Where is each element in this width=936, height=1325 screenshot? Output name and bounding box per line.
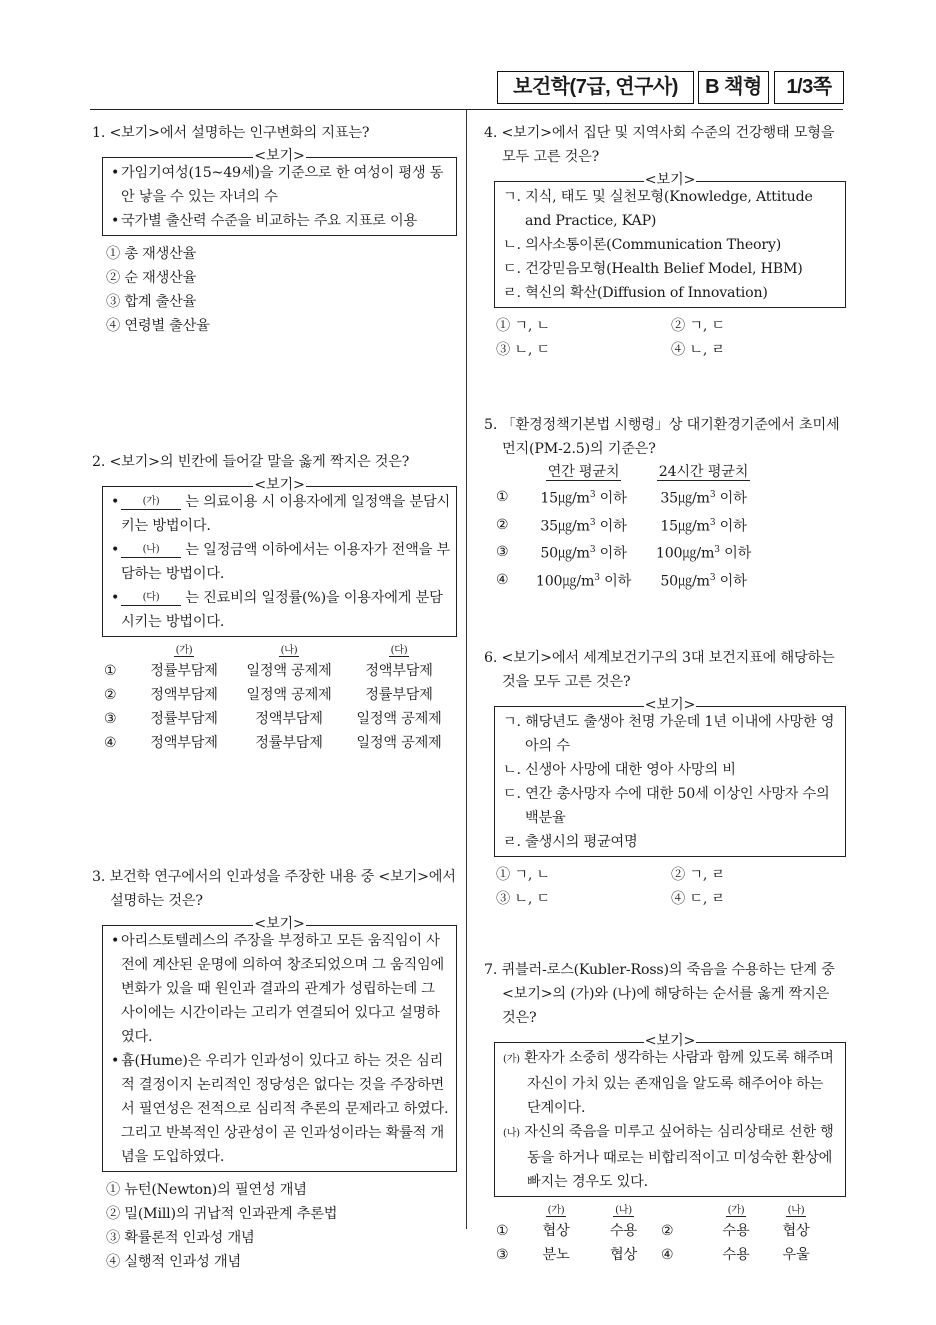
bogi-item xyxy=(503,830,839,854)
bogi-text: 출생시의 평균여명 xyxy=(525,834,638,850)
bogi-item xyxy=(111,1049,450,1169)
option-marker: ④ xyxy=(671,891,685,907)
option-2[interactable] xyxy=(671,863,846,887)
unit: ㎍/m xyxy=(562,573,595,590)
bogi-item-label: (가) xyxy=(503,1054,520,1065)
question-3 xyxy=(92,865,457,1274)
value: 35 xyxy=(540,518,558,535)
table-cell xyxy=(641,511,766,539)
table-header xyxy=(344,643,454,659)
table-cell: 수용 xyxy=(722,1247,750,1263)
question-stem xyxy=(484,958,846,1030)
option-1[interactable]: ① xyxy=(104,663,117,679)
bogi-item-label: ㄴ. xyxy=(503,762,521,778)
bogi-box xyxy=(494,697,846,857)
option-3[interactable]: ③ xyxy=(104,711,117,727)
option-3[interactable] xyxy=(496,338,671,362)
bullet-icon: • xyxy=(111,165,120,181)
table-cell: 정액부담제 xyxy=(150,687,218,703)
unit-sup: 3 xyxy=(589,517,596,528)
blank-field: (나) xyxy=(121,543,181,558)
table-header-label: (나) xyxy=(280,645,298,656)
bogi-text: 아리스토텔레스의 주장을 부정하고 모든 움직임이 사전에 계산된 운명에 의하여 창조되었으며 그 움직임에 변화가 있을 때 원인과 결과의 관계가 성립하는데 그 사이에는 시간이라는 고리가 연결되어 있다고 설명하였다. xyxy=(121,933,444,1045)
bogi-text: 신생아 사망에 대한 영아 사망의 비 xyxy=(525,762,736,778)
suffix: 이하 xyxy=(599,546,627,563)
bogi-item xyxy=(503,281,839,305)
option-text: 순 재생산율 xyxy=(124,270,197,286)
question-text: <보기>의 빈칸에 들어갈 말을 옳게 짝지은 것은? xyxy=(109,454,410,470)
bogi-item-label: ㄱ. xyxy=(503,714,521,730)
table-header xyxy=(526,1203,586,1219)
question-stem xyxy=(484,646,846,694)
bogi-text: 혁신의 확산(Diffusion of Innovation) xyxy=(525,285,768,301)
table-cell: 협상 xyxy=(782,1223,810,1239)
table-header xyxy=(586,1203,661,1219)
value: 50 xyxy=(660,573,678,590)
unit-sup: 3 xyxy=(589,545,596,556)
option-text: ㄱ, ㄴ xyxy=(514,867,550,883)
table-cell: 우울 xyxy=(782,1247,810,1263)
bogi-text: 지식, 태도 및 실천모형(Knowledge, Attitude and Practice, KAP) xyxy=(525,189,813,229)
option-marker: ② xyxy=(671,318,685,334)
value: 15 xyxy=(660,518,678,535)
bogi-text: 건강믿음모형(Health Belief Model, HBM) xyxy=(525,261,803,277)
option-2[interactable]: ② xyxy=(496,516,509,533)
unit: ㎍/m xyxy=(557,490,590,507)
bogi-box xyxy=(102,916,457,1172)
subject-title: 보건학(7급, 연구사) xyxy=(497,71,694,104)
table-cell: 일정액 공제제 xyxy=(246,687,332,703)
question-number: 7. xyxy=(484,962,498,978)
option-4[interactable] xyxy=(92,314,457,338)
option-marker: ③ xyxy=(496,891,510,907)
unit: ㎍/m xyxy=(557,518,590,535)
table-cell: 수용 xyxy=(609,1223,637,1239)
bogi-item xyxy=(503,185,839,233)
table-cell: 수용 xyxy=(722,1223,750,1239)
option-marker: ④ xyxy=(106,318,120,334)
question-number: 6. xyxy=(484,650,498,666)
bogi-item xyxy=(111,490,450,538)
option-1[interactable] xyxy=(496,863,671,887)
table-header-label: (가) xyxy=(547,1205,565,1216)
bullet-icon: • xyxy=(111,542,120,558)
table-cell: 일정액 공제제 xyxy=(356,711,442,727)
answer-table xyxy=(484,461,846,594)
option-text: 연령별 출산율 xyxy=(124,318,210,334)
bogi-text: 연간 총사망자 수에 대한 50세 이상인 사망자 수의 백분율 xyxy=(525,786,830,826)
table-header-label: (나) xyxy=(615,1205,632,1216)
unit: ㎍/m xyxy=(677,490,710,507)
suffix: 이하 xyxy=(719,518,747,535)
table-header xyxy=(234,643,344,659)
option-text: ㄱ, ㄴ xyxy=(514,318,550,334)
option-text: 실행적 인과성 개념 xyxy=(124,1254,241,1270)
bullet-icon: • xyxy=(111,1053,120,1069)
bogi-text: 의사소통이론(Communication Theory) xyxy=(525,237,782,253)
table-header-label: (가) xyxy=(727,1205,745,1216)
bogi-text: 자신의 죽음을 미루고 싶어하는 심리상태로 선한 행동을 하거나 때로는 비합리적이고 미성숙한 환상에 빠지는 경우도 있다. xyxy=(524,1124,834,1190)
suffix: 이하 xyxy=(719,490,747,507)
bogi-title xyxy=(495,1031,845,1051)
option-3[interactable]: ③ xyxy=(496,544,509,561)
option-4[interactable]: ④ xyxy=(661,1247,674,1263)
table-cell: 정액부담제 xyxy=(365,663,433,679)
suffix: 이하 xyxy=(599,490,627,507)
table-cell xyxy=(526,483,641,511)
table-cell xyxy=(526,566,641,594)
suffix: 이하 xyxy=(719,573,747,590)
question-stem xyxy=(484,121,846,169)
table-cell: 정률부담제 xyxy=(150,663,218,679)
table-header-label: (나) xyxy=(787,1205,805,1216)
option-1[interactable]: ① xyxy=(496,1223,509,1239)
bogi-title xyxy=(103,146,456,166)
bogi-item xyxy=(111,209,450,233)
option-text: 합계 출산율 xyxy=(124,294,197,310)
option-2[interactable] xyxy=(671,314,846,338)
bogi-item xyxy=(503,1046,839,1120)
table-cell: 분노 xyxy=(542,1247,570,1263)
option-4[interactable] xyxy=(671,887,846,911)
table-cell xyxy=(526,511,641,539)
option-text: ㄴ, ㄹ xyxy=(689,342,725,358)
table-header-label: 연간 평균치 xyxy=(547,464,620,480)
option-marker: ④ xyxy=(106,1254,120,1270)
table-cell xyxy=(641,538,766,566)
option-marker: ① xyxy=(106,246,120,262)
bogi-text: 환자가 소중히 생각하는 사람과 함께 있도록 해주며 자신이 가치 있는 존재임을 알도록 해주어야 하는 단계이다. xyxy=(524,1050,834,1116)
table-header-label: 24시간 평균치 xyxy=(658,464,749,480)
option-marker: ③ xyxy=(106,1230,120,1246)
table-cell: 협상 xyxy=(542,1223,570,1239)
bogi-item xyxy=(111,161,450,209)
options-grid xyxy=(484,314,846,362)
bogi-title xyxy=(495,695,845,715)
option-text: 확률론적 인과성 개념 xyxy=(124,1230,255,1246)
bogi-item-label: ㄴ. xyxy=(503,237,521,253)
bogi-text: 는 진료비의 일정률(%)을 이용자에게 분담시키는 방법이다. xyxy=(121,590,443,630)
bogi-title xyxy=(103,475,456,495)
option-marker: ④ xyxy=(671,342,685,358)
value: 100 xyxy=(535,573,563,590)
bogi-item xyxy=(503,233,839,257)
option-3[interactable] xyxy=(92,1226,457,1250)
suffix: 이하 xyxy=(724,546,752,563)
option-text: ㄴ, ㄷ xyxy=(514,342,550,358)
bogi-item-label: ㄷ. xyxy=(503,261,521,277)
value: 100 xyxy=(655,546,683,563)
bogi-item xyxy=(503,710,839,758)
table-cell: 일정액 공제제 xyxy=(356,735,442,751)
unit: ㎍/m xyxy=(682,546,715,563)
question-number: 1. xyxy=(92,125,106,141)
option-marker: ② xyxy=(106,1206,120,1222)
question-text: <보기>에서 설명하는 인구변화의 지표는? xyxy=(109,125,370,141)
question-stem xyxy=(92,865,457,913)
unit-sup: 3 xyxy=(714,545,720,556)
unit: ㎍/m xyxy=(677,573,710,590)
bogi-text: 흄(Hume)은 우리가 인과성이 있다고 하는 것은 심리적 결정이지 논리적인 정당성은 없다는 것을 주장하면서 필연성은 전적으로 심리적 추론의 문제라고 하였다. 그리고 반복적인 상관성이 곧 인과성이라는 확률적 개념을 도입하였다. xyxy=(121,1053,449,1165)
bogi-item xyxy=(111,586,450,634)
bogi-box xyxy=(494,172,846,308)
bullet-icon: • xyxy=(111,494,120,510)
question-text: 보건학 연구에서의 인과성을 주장한 내용 중 <보기>에서 설명하는 것은? xyxy=(109,869,456,909)
bogi-item xyxy=(503,758,839,782)
unit-sup: 3 xyxy=(589,490,596,500)
unit-sup: 3 xyxy=(709,517,716,528)
bogi-item xyxy=(111,538,450,586)
question-stem xyxy=(484,413,846,461)
question-6 xyxy=(484,646,846,911)
table-cell: 정률부담제 xyxy=(365,687,433,703)
bullet-icon: • xyxy=(111,590,120,606)
option-4[interactable]: ④ xyxy=(496,572,509,589)
bogi-item-label: (나) xyxy=(503,1128,520,1139)
option-3[interactable] xyxy=(92,290,457,314)
bogi-item xyxy=(503,782,839,830)
option-4[interactable] xyxy=(92,1250,457,1274)
column-divider xyxy=(466,110,467,1229)
option-marker: ③ xyxy=(496,342,510,358)
bogi-label: <보기> xyxy=(254,916,305,932)
bogi-text: 해당년도 출생아 천명 가운데 1년 이내에 사망한 영아의 수 xyxy=(525,714,835,754)
option-text: ㄴ, ㄷ xyxy=(514,891,550,907)
booklet-type: B 책형 xyxy=(698,71,769,104)
question-text: 퀴블러-로스(Kubler-Ross)의 죽음을 수용하는 단계 중 <보기>의 (가)와 (나)에 해당하는 순서를 옳게 짝지은 것은? xyxy=(501,962,835,1026)
table-header xyxy=(766,1203,826,1219)
table-cell: 정액부담제 xyxy=(150,735,218,751)
bogi-text: 국가별 출산력 수준을 비교하는 주요 지표로 이용 xyxy=(121,213,417,229)
bogi-item-label: ㄹ. xyxy=(503,285,521,301)
table-header xyxy=(526,461,641,483)
suffix: 이하 xyxy=(604,573,632,590)
option-1[interactable] xyxy=(496,314,671,338)
table-cell: 협상 xyxy=(609,1247,637,1263)
bogi-item-label: ㄷ. xyxy=(503,786,521,802)
blank-field: (가) xyxy=(121,495,181,510)
question-text: <보기>에서 세계보건기구의 3대 보건지표에 해당하는 것을 모두 고른 것은? xyxy=(501,650,835,690)
option-1[interactable]: ① xyxy=(496,488,509,505)
answer-table xyxy=(92,643,457,755)
table-header xyxy=(706,1203,766,1219)
option-4[interactable]: ④ xyxy=(104,735,117,751)
table-cell: 정률부담제 xyxy=(150,711,218,727)
unit-sup: 3 xyxy=(709,490,716,500)
table-cell: 일정액 공제제 xyxy=(246,663,332,679)
table-header-label: (다) xyxy=(390,645,408,656)
bogi-text: 가임기여성(15~49세)을 기준으로 한 여성이 평생 동안 낳을 수 있는 자녀의 수 xyxy=(121,165,444,205)
bogi-box xyxy=(102,148,457,236)
bogi-item-label: ㄹ. xyxy=(503,834,521,850)
option-4[interactable] xyxy=(671,338,846,362)
option-text: 밀(Mill)의 귀납적 인과관계 추론법 xyxy=(124,1206,338,1222)
unit: ㎍/m xyxy=(557,546,590,563)
option-3[interactable]: ③ xyxy=(496,1247,509,1263)
option-text: ㄷ, ㄹ xyxy=(689,891,725,907)
unit-sup: 3 xyxy=(594,573,600,584)
table-cell xyxy=(641,566,766,594)
bogi-box xyxy=(102,477,457,637)
option-2[interactable] xyxy=(92,266,457,290)
option-2[interactable]: ② xyxy=(661,1223,674,1239)
option-marker: ③ xyxy=(106,294,120,310)
option-2[interactable] xyxy=(92,1202,457,1226)
option-2[interactable]: ② xyxy=(104,687,117,703)
blank-field: (다) xyxy=(121,591,181,606)
question-7 xyxy=(484,958,846,1267)
unit: ㎍/m xyxy=(677,518,710,535)
option-marker: ① xyxy=(496,318,510,334)
suffix: 이하 xyxy=(599,518,627,535)
option-text: 뉴턴(Newton)의 필연성 개념 xyxy=(124,1182,307,1198)
bullet-icon: • xyxy=(111,213,120,229)
question-stem xyxy=(92,121,457,145)
bogi-title xyxy=(103,914,456,934)
table-cell xyxy=(641,483,766,511)
question-2 xyxy=(92,450,457,755)
option-marker: ① xyxy=(496,867,510,883)
question-text: <보기>에서 집단 및 지역사회 수준의 건강행태 모형을 모두 고른 것은? xyxy=(501,125,835,165)
bogi-item xyxy=(111,929,450,1049)
unit-sup: 3 xyxy=(709,573,716,584)
bogi-title xyxy=(495,170,845,190)
table-cell: 정률부담제 xyxy=(255,735,323,751)
options-grid xyxy=(484,863,846,911)
bogi-text: 는 의료이용 시 이용자에게 일정액을 분담시키는 방법이다. xyxy=(121,494,450,534)
question-text: 「환경정책기본법 시행령」상 대기환경기준에서 초미세먼지(PM-2.5)의 기준은? xyxy=(501,417,840,457)
bogi-label: <보기> xyxy=(254,477,305,493)
table-header-label: (가) xyxy=(175,645,193,656)
table-header xyxy=(134,643,234,659)
question-stem xyxy=(92,450,457,474)
option-1[interactable] xyxy=(92,1178,457,1202)
bogi-label: <보기> xyxy=(644,1033,696,1049)
option-marker: ② xyxy=(671,867,685,883)
option-1[interactable] xyxy=(92,242,457,266)
table-cell xyxy=(526,538,641,566)
answer-table xyxy=(484,1203,846,1267)
value: 15 xyxy=(540,490,558,507)
bogi-label: <보기> xyxy=(644,697,696,713)
option-text: ㄱ, ㄷ xyxy=(689,318,725,334)
bogi-label: <보기> xyxy=(254,148,305,164)
table-header xyxy=(641,461,766,483)
question-number: 3. xyxy=(92,869,106,885)
question-number: 5. xyxy=(484,417,498,433)
question-1 xyxy=(92,121,457,338)
option-marker: ② xyxy=(106,270,120,286)
page-number: 1/3쪽 xyxy=(774,71,844,104)
question-number: 4. xyxy=(484,125,498,141)
option-3[interactable] xyxy=(496,887,671,911)
value: 50 xyxy=(540,546,558,563)
table-cell: 정액부담제 xyxy=(255,711,323,727)
question-number: 2. xyxy=(92,454,106,470)
value: 35 xyxy=(660,490,678,507)
bogi-label: <보기> xyxy=(644,172,696,188)
option-text: ㄱ, ㄹ xyxy=(689,867,725,883)
question-5 xyxy=(484,413,846,594)
option-text: 총 재생산율 xyxy=(124,246,197,262)
option-marker: ① xyxy=(106,1182,120,1198)
question-4 xyxy=(484,121,846,362)
bogi-item-label: ㄱ. xyxy=(503,189,521,205)
bullet-icon: • xyxy=(111,933,120,949)
bogi-item xyxy=(503,257,839,281)
bogi-text: 는 일정금액 이하에서는 이용자가 전액을 부담하는 방법이다. xyxy=(121,542,450,582)
bogi-item xyxy=(503,1120,839,1194)
bogi-box xyxy=(494,1033,846,1197)
